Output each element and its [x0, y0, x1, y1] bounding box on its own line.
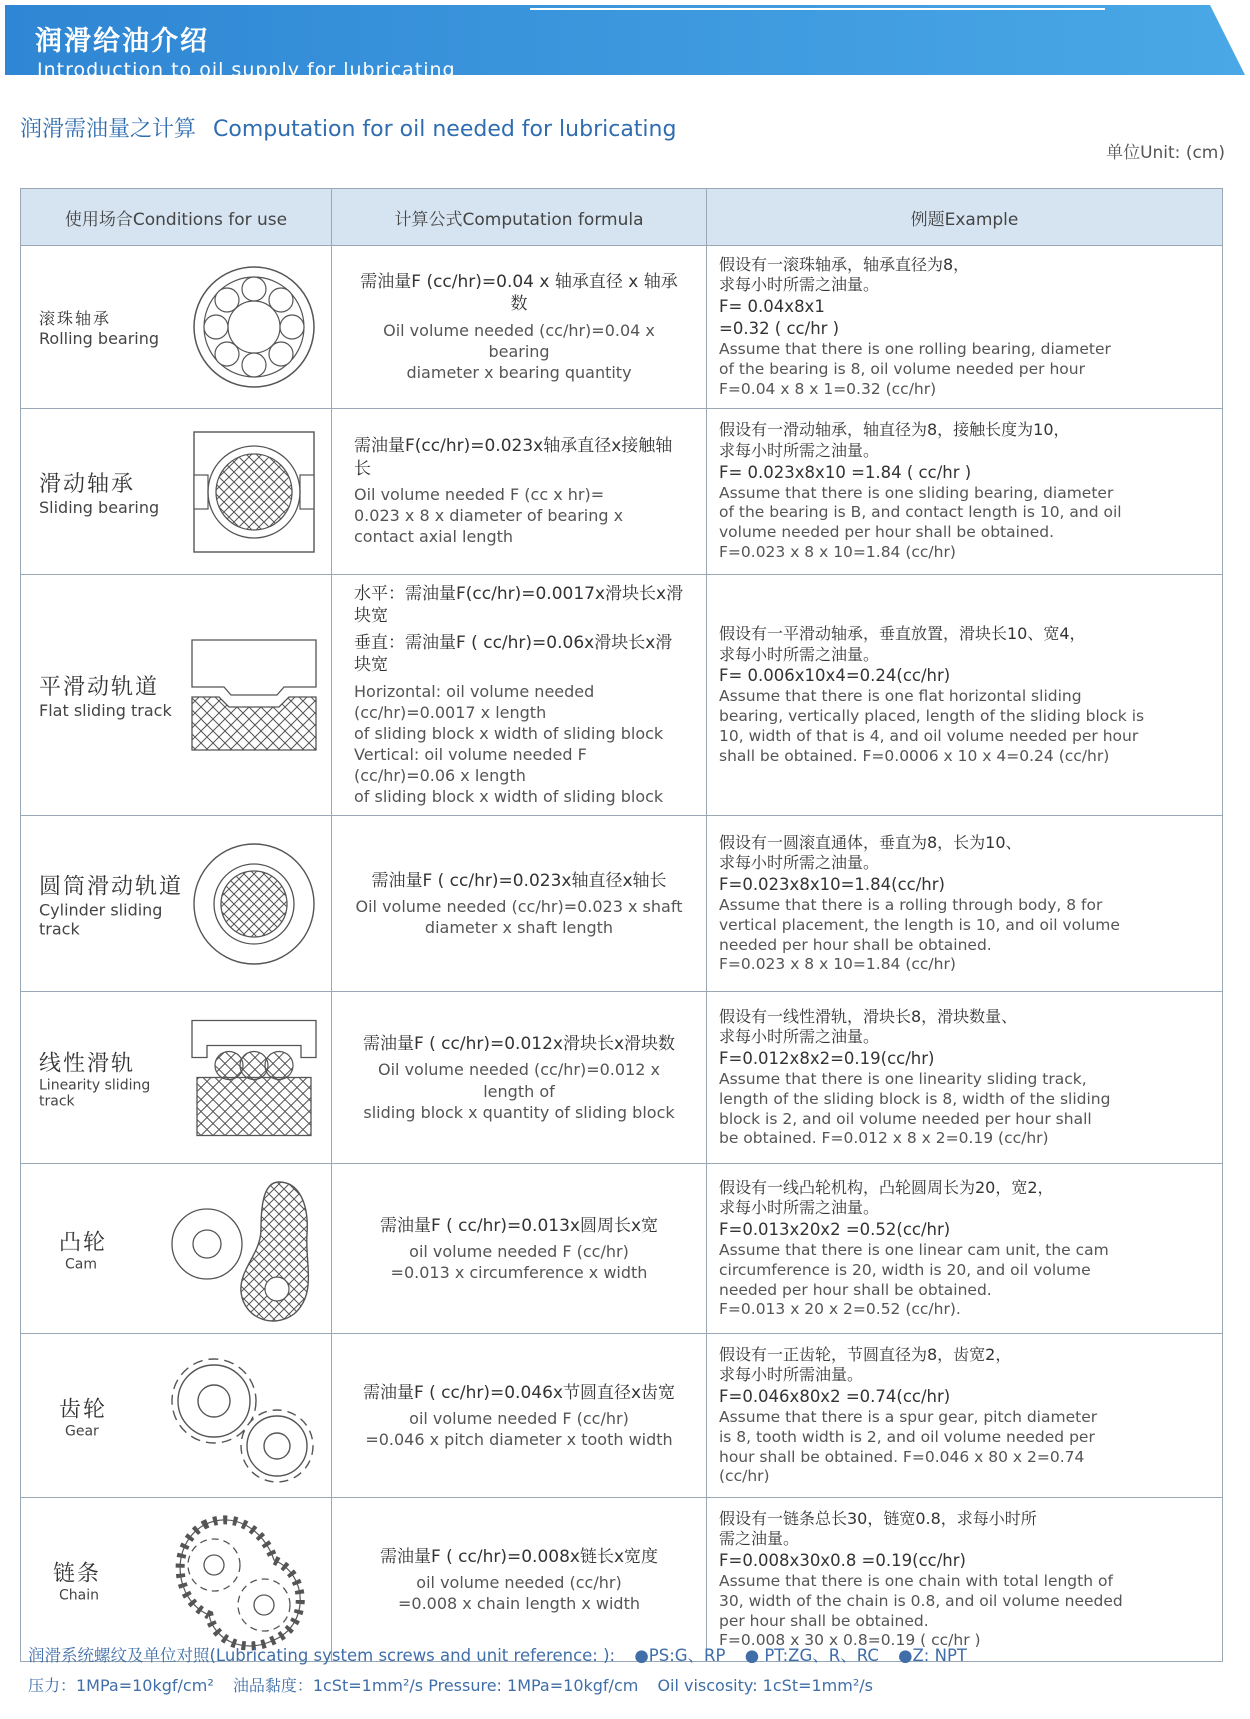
example-en-line: Assume that there is a rolling through body, 8 for	[719, 895, 1103, 914]
condition-cell	[21, 1164, 332, 1334]
example-en-line: F=0.04 x 8 x 1=0.32 (cc/hr)	[719, 379, 937, 398]
footer-text: 润滑系统螺纹及单位对照(Lubricating system screws and unit reference: ):	[28, 1646, 616, 1665]
formula-en-line: Horizontal: oil volume needed (cc/hr)=0.0017 x length	[354, 681, 595, 722]
formula-en-line: of sliding block x width of sliding block	[354, 787, 664, 807]
example-cn-line: 假设有一平滑动轴承，垂直放置，滑块长10、宽4，	[719, 623, 1086, 643]
formula-en-line: oil volume needed (cc/hr)	[416, 1573, 622, 1593]
formula-cn: 需油量F ( cc/hr)=0.013x圆周长x宽	[379, 1215, 659, 1236]
footer-text: ●PS:G、RP	[634, 1646, 726, 1665]
example-cell	[707, 1498, 1223, 1662]
example-calc-line: F=0.023x8x10=1.84(cc/hr)	[719, 875, 945, 895]
footer-text: Oil viscosity: 1cSt=1mm²/s	[657, 1676, 873, 1695]
example-en-line: F=0.008 x 30 x 0.8=0.19 ( cc/hr )	[719, 1631, 981, 1650]
footer-text: ● PT:ZG、R、RC	[744, 1646, 879, 1665]
condition-cn: 齿轮	[59, 1397, 108, 1423]
section-title-cn: 润滑需油量之计算	[20, 117, 197, 142]
example-en-line: circumference is 20, width is 20, and oil volume	[719, 1260, 1091, 1279]
example-en-line: is 8, tooth width is 2, and oil volume needed per	[719, 1427, 1095, 1446]
page-subtitle: Introduction to oil supply for lubricating	[37, 59, 456, 81]
formula-cell	[332, 409, 707, 575]
unit-label: 单位Unit: (cm)	[1106, 143, 1225, 163]
formula-cell	[332, 816, 707, 992]
example-cn-line: 假设有一线凸轮机构，凸轮圆周长为20，宽2，	[719, 1177, 1054, 1197]
example-cn-line: 需之油量。	[719, 1529, 800, 1549]
example-en-line: volume needed per hour shall be obtained.	[719, 523, 1055, 542]
condition-cn: 凸轮	[59, 1230, 108, 1256]
example-en-line: length of the sliding block is 8, width of the sliding	[719, 1089, 1111, 1108]
formula-en-line: oil volume needed F (cc/hr)	[409, 1409, 629, 1429]
footer-screw-reference	[28, 1642, 981, 1666]
example-cn-line: 求每小时所需之油量。	[719, 440, 880, 460]
condition-en: Linearity sliding track	[39, 1077, 151, 1110]
example-cn-line: 假设有一圆滚直通体，垂直为8，长为10、	[719, 832, 1022, 852]
condition-cn: 圆筒滑动轨道	[39, 874, 184, 900]
example-en-line: hour shall be obtained. F=0.046 x 80 x 2=0.74	[719, 1447, 1085, 1466]
condition-cell	[21, 246, 332, 409]
condition-cell	[21, 1334, 332, 1498]
formula-cn: 水平：需油量F(cc/hr)=0.0017x滑块长x滑块宽	[354, 584, 684, 627]
example-en-line: Assume that there is one linearity sliding track,	[719, 1069, 1087, 1088]
formula-cell	[332, 1498, 707, 1662]
example-cell	[707, 1334, 1223, 1498]
example-calc-line: F= 0.04x8x1	[719, 297, 825, 317]
formula-cell	[332, 246, 707, 409]
formula-cn: 需油量F ( cc/hr)=0.008x链长x宽度	[379, 1546, 659, 1567]
table-row	[21, 816, 1223, 992]
table-row	[21, 992, 1223, 1164]
example-cell	[707, 246, 1223, 409]
footer-units	[28, 1673, 887, 1696]
example-en-line: Assume that there is one chain with total length of	[719, 1571, 1113, 1590]
condition-cn: 链条	[53, 1561, 102, 1587]
example-cn-line: 求每小时所需之油量。	[719, 1198, 880, 1218]
example-cn-line: 求每小时所需油量。	[719, 1365, 864, 1385]
lubrication-table	[20, 188, 1223, 1662]
column-header-formula: 计算公式Computation formula	[332, 189, 707, 246]
table-row	[21, 1164, 1223, 1334]
condition-cell	[21, 992, 332, 1164]
table-row	[21, 1334, 1223, 1498]
formula-en-line: 0.023 x 8 x diameter of bearing x	[354, 506, 624, 526]
example-cn-line: 求每小时所需之油量。	[719, 644, 880, 664]
gear-icon	[159, 1346, 319, 1486]
table-row	[21, 575, 1223, 816]
table-row	[21, 246, 1223, 409]
condition-cell	[21, 1498, 332, 1662]
example-en-line: F=0.013 x 20 x 2=0.52 (cc/hr).	[719, 1300, 961, 1319]
example-en-line: 10, width of that is 4, and oil volume needed per hour	[719, 726, 1139, 745]
chain-icon	[159, 1505, 319, 1655]
condition-en: Cam	[65, 1256, 97, 1273]
example-cn-line: 假设有一滑动轴承，轴直径为8，接触长度为10，	[719, 420, 1070, 440]
example-en-line: per hour shall be obtained.	[719, 1611, 929, 1630]
example-en-line: needed per hour shall be obtained.	[719, 935, 992, 954]
cylinder-sliding-track-icon	[189, 839, 319, 969]
example-en-line: block is 2, and oil volume needed per hour shall	[719, 1109, 1092, 1128]
formula-cn: 需油量F(cc/hr)=0.023x轴承直径x接触轴长	[354, 436, 673, 479]
condition-cell	[21, 816, 332, 992]
example-en-line: Assume that there is a spur gear, pitch diameter	[719, 1407, 1098, 1426]
example-cn-line: 求每小时所需之油量。	[719, 1027, 880, 1047]
example-en-line: shall be obtained. F=0.0006 x 10 x 4=0.24 (cc/hr)	[719, 746, 1110, 765]
column-header-example: 例题Example	[707, 189, 1223, 246]
rolling-bearing-icon	[189, 262, 319, 392]
condition-en: Cylinder sliding track	[39, 900, 163, 939]
column-header-conditions: 使用场合Conditions for use	[21, 189, 332, 246]
example-calc-line: F=0.012x8x2=0.19(cc/hr)	[719, 1049, 935, 1069]
example-en-line: Assume that there is one flat horizontal sliding	[719, 687, 1082, 706]
example-en-line: (cc/hr)	[719, 1467, 770, 1486]
example-en-line: F=0.023 x 8 x 10=1.84 (cc/hr)	[719, 955, 956, 974]
formula-cn: 需油量F ( cc/hr)=0.023x轴直径x轴长	[371, 870, 667, 891]
formula-en-line: =0.008 x chain length x width	[397, 1594, 640, 1614]
condition-en: Rolling bearing	[39, 329, 160, 348]
example-en-line: needed per hour shall be obtained.	[719, 1280, 992, 1299]
example-calc-line: F= 0.006x10x4=0.24(cc/hr)	[719, 666, 951, 686]
formula-cell	[332, 575, 707, 816]
formula-cn: 需油量F (cc/hr)=0.04 x 轴承直径 x 轴承数	[360, 271, 678, 315]
table-row	[21, 409, 1223, 575]
formula-cell	[332, 1334, 707, 1498]
formula-cn: 垂直：需油量F ( cc/hr)=0.06x滑块长x滑块宽	[354, 632, 673, 676]
formula-en-line: Oil volume needed (cc/hr)=0.04 x bearing	[383, 320, 655, 361]
example-cell	[707, 1164, 1223, 1334]
formula-en-line: diameter x shaft length	[424, 918, 614, 938]
formula-en-line: of sliding block x width of sliding block	[354, 723, 664, 743]
section-title	[20, 112, 676, 143]
example-cell	[707, 575, 1223, 816]
flat-sliding-track-icon	[189, 635, 319, 755]
table-row	[21, 1498, 1223, 1662]
example-en-line: 30, width of the chain is 0.8, and oil volume needed	[719, 1591, 1123, 1610]
example-calc-line: F=0.008x30x0.8 =0.19(cc/hr)	[719, 1551, 966, 1571]
condition-en: Chain	[59, 1587, 99, 1604]
example-en-line: F=0.023 x 8 x 10=1.84 (cc/hr)	[719, 543, 956, 562]
sliding-bearing-icon	[189, 427, 319, 557]
formula-en-line: Oil volume needed (cc/hr)=0.023 x shaft	[355, 897, 683, 917]
footer-text: 压力：1MPa=10kgf/cm²	[28, 1676, 214, 1695]
condition-cell	[21, 409, 332, 575]
formula-en-line: Oil volume needed F (cc x hr)=	[354, 485, 605, 505]
formula-en-line: Vertical: oil volume needed F (cc/hr)=0.06 x length	[354, 745, 587, 786]
condition-label	[39, 869, 189, 938]
header-banner	[5, 5, 1245, 83]
footer-text: 油品黏度：1cSt=1mm²/s Pressure: 1MPa=10kgf/cm	[232, 1676, 639, 1695]
table-header-row	[21, 189, 1223, 246]
page-title: 润滑给油介绍	[35, 26, 209, 57]
example-en-line: of the bearing is B, and contact length is 10, and oil	[719, 503, 1122, 522]
condition-label	[39, 306, 189, 348]
condition-en: Sliding bearing	[39, 497, 160, 517]
condition-en: Gear	[65, 1423, 99, 1440]
example-cell	[707, 409, 1223, 575]
example-en-line: of the bearing is 8, oil volume needed per hour	[719, 359, 1085, 378]
formula-cell	[332, 992, 707, 1164]
condition-cell	[21, 575, 332, 816]
example-cn-line: 求每小时所需之油量。	[719, 275, 880, 295]
formula-en-line: oil volume needed F (cc/hr)	[409, 1242, 629, 1262]
example-en-line: Assume that there is one rolling bearing, diameter	[719, 339, 1111, 358]
example-calc-line: =0.32 ( cc/hr )	[719, 319, 840, 339]
formula-cn: 需油量F ( cc/hr)=0.012x滑块长x滑块数	[362, 1034, 676, 1055]
cam-icon	[169, 1174, 319, 1324]
formula-en-line: sliding block x quantity of sliding block	[363, 1102, 675, 1122]
condition-cn: 平滑动轨道	[39, 675, 160, 701]
example-cn-line: 假设有一正齿轮，节圆直径为8，齿宽2，	[719, 1344, 1012, 1364]
footer-text: ●Z: NPT	[898, 1646, 967, 1665]
condition-label	[39, 1046, 189, 1109]
formula-en-line: Oil volume needed (cc/hr)=0.012 x length of	[378, 1060, 660, 1101]
formula-en-line: diameter x bearing quantity	[406, 362, 632, 382]
condition-label	[39, 670, 189, 720]
example-cn-line: 假设有一滚珠轴承，轴承直径为8，	[719, 254, 970, 274]
section-title-en: Computation for oil needed for lubricating	[213, 117, 677, 142]
example-en-line: vertical placement, the length is 10, and oil volume	[719, 915, 1120, 934]
example-calc-line: F=0.013x20x2 =0.52(cc/hr)	[719, 1220, 951, 1240]
formula-cell	[332, 1164, 707, 1334]
example-cn-line: 假设有一链条总长30，链宽0.8，求每小时所	[719, 1508, 1037, 1528]
example-en-line: Assume that there is one linear cam unit, the cam	[719, 1240, 1109, 1259]
formula-en-line: =0.046 x pitch diameter x tooth width	[365, 1430, 673, 1450]
example-cn-line: 假设有一线性滑轨，滑块长8，滑块数量、	[719, 1006, 1018, 1026]
example-calc-line: F= 0.023x8x10 =1.84 ( cc/hr )	[719, 462, 972, 482]
condition-en: Flat sliding track	[39, 701, 172, 721]
example-en-line: bearing, vertically placed, length of the sliding block is	[719, 707, 1145, 726]
formula-en-line: =0.013 x circumference x width	[390, 1263, 648, 1283]
example-calc-line: F=0.046x80x2 =0.74(cc/hr)	[719, 1387, 951, 1407]
linear-sliding-track-icon	[189, 1015, 319, 1140]
condition-cn: 滑动轴承	[39, 471, 136, 497]
formula-en-line: contact axial length	[354, 527, 514, 547]
condition-label	[39, 467, 189, 517]
example-en-line: be obtained. F=0.012 x 8 x 2=0.19 (cc/hr)	[719, 1129, 1049, 1148]
example-cell	[707, 816, 1223, 992]
example-en-line: Assume that there is one sliding bearing, diameter	[719, 483, 1114, 502]
condition-cn: 滚珠轴承	[39, 309, 112, 328]
condition-cn: 线性滑轨	[39, 1051, 136, 1077]
formula-cn: 需油量F ( cc/hr)=0.046x节圆直径x齿宽	[362, 1382, 676, 1403]
example-cell	[707, 992, 1223, 1164]
example-cn-line: 求每小时所需之油量。	[719, 853, 880, 873]
